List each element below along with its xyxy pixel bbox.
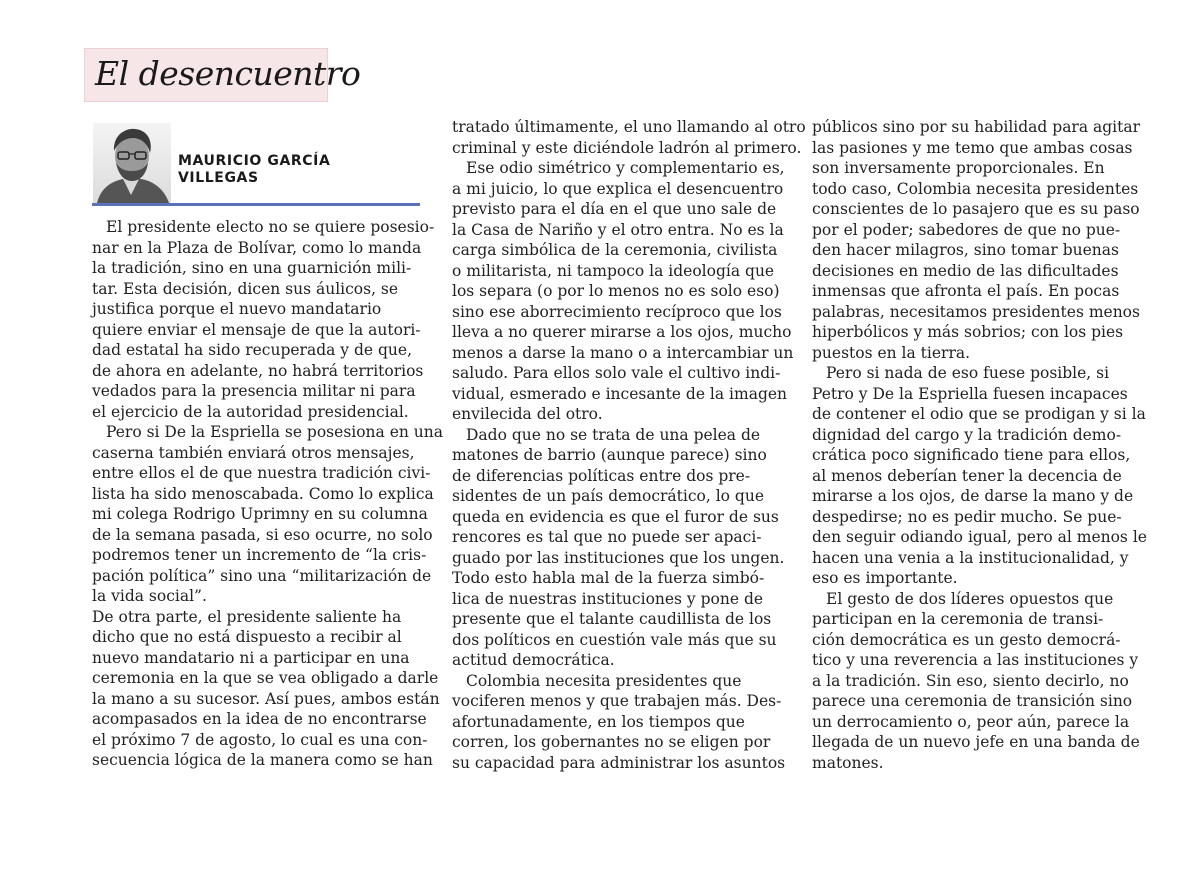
text-line: decisiones en medio de las dificultades	[812, 261, 1119, 280]
text-line: Ese odio simétrico y complementario es,	[466, 159, 785, 177]
text-line: corren, los gobernantes no se eligen por	[452, 733, 771, 751]
text-line: lica de nuestras instituciones y pone de	[452, 589, 764, 608]
text-line: mi colega Rodrigo Uprimny en su columna	[92, 505, 428, 523]
article-column-1	[92, 217, 443, 771]
text-line: dad estatal ha sido recuperada y de que,	[92, 341, 412, 359]
article-paragraph	[452, 158, 794, 425]
text-line: El gesto de dos líderes opuestos que	[826, 589, 1114, 608]
text-line: El presidente electo no se quiere posesio-	[106, 218, 435, 236]
byline-rule	[92, 203, 420, 206]
text-line: inmensas que afronta el país. En pocas	[812, 282, 1120, 300]
author-name-line2: VILLEGAS	[178, 170, 259, 186]
text-line: hacen una venia a la institucionalidad, y	[812, 548, 1129, 567]
text-line: todo caso, Colombia necesita presidentes	[812, 179, 1139, 198]
text-line: dicho que no está dispuesto a recibir al	[92, 628, 402, 646]
text-line: matones.	[812, 753, 884, 772]
text-line: puestos en la tierra.	[812, 343, 971, 362]
author-portrait-image	[93, 123, 171, 203]
text-line: nuevo mandatario ni a participar en una	[92, 648, 410, 667]
author-name-line1: MAURICIO GARCÍA	[178, 153, 331, 169]
text-line: Pero si De la Espriella se posesiona en una	[106, 423, 443, 441]
article-paragraph	[452, 117, 806, 158]
text-line: podremos tener un incremento de “la cris-	[92, 546, 427, 564]
article-paragraph	[92, 607, 440, 771]
text-line: crática poco significado tiene para ellos,	[812, 446, 1131, 464]
text-line: hiperbólicos y más sobrios; con los pies	[812, 323, 1124, 341]
text-line: de ahora en adelante, no habrá territorios	[92, 361, 424, 380]
text-line: lista ha sido menoscabada. Como lo explica	[92, 484, 434, 503]
article-paragraph	[92, 422, 443, 607]
text-line: el próximo 7 de agosto, lo cual es una con-	[92, 730, 428, 749]
article-paragraph	[452, 425, 785, 671]
author-byline	[178, 153, 330, 187]
text-line: la mano a su sucesor. Así pues, ambos están	[92, 689, 440, 708]
text-line: sino ese aborrecimiento recíproco que los	[452, 302, 782, 321]
text-line: justifica porque el nuevo mandatario	[92, 300, 382, 318]
text-line: participan en la ceremonia de transi-	[812, 610, 1104, 628]
text-line: presente que el talante caudillista de los	[452, 610, 772, 628]
text-line: parece una ceremonia de transición sino	[812, 692, 1133, 710]
text-line: la Casa de Nariño y el otro entra. No es la	[452, 220, 784, 239]
text-line: Dado que no se trata de una pelea de	[466, 425, 761, 444]
text-line: el ejercicio de la autoridad presidencial.	[92, 402, 409, 421]
text-line: saludo. Para ellos solo vale el cultivo indi-	[452, 364, 781, 382]
text-line: vociferen menos y que trabajen más. Des-	[452, 692, 782, 710]
text-line: o militarista, ni tampoco la ideología que	[452, 261, 775, 280]
text-line: eso es importante.	[812, 569, 958, 587]
text-line: a la tradición. Sin eso, siento decirlo, no	[812, 671, 1129, 690]
text-line: vidual, esmerado e incesante de la imagen	[452, 384, 788, 403]
text-line: a mi juicio, lo que explica el desencuentro	[452, 179, 784, 198]
text-line: acompasados en la idea de no encontrarse	[92, 710, 427, 728]
text-line: rencores es tal que no puede ser apaci-	[452, 528, 762, 546]
text-line: De otra parte, el presidente saliente ha	[92, 607, 402, 626]
article-paragraph	[812, 589, 1142, 774]
text-line: la tradición, sino en una guarnición mili-	[92, 259, 412, 277]
article-paragraph	[812, 363, 1147, 589]
text-line: al menos deberían tener la decencia de	[812, 466, 1122, 485]
text-line: tratado últimamente, el uno llamando al otro	[452, 118, 806, 136]
text-line: den seguir odiando igual, pero al menos le	[812, 528, 1147, 546]
text-line: conscientes de lo pasajero que es su paso	[812, 200, 1140, 218]
text-line: den hacer milagros, sino tomar buenas	[812, 241, 1119, 259]
text-line: tar. Esta decisión, dicen sus áulicos, se	[92, 279, 399, 298]
text-line: su capacidad para administrar los asuntos	[452, 753, 786, 772]
text-line: llegada de un nuevo jefe en una banda de	[812, 733, 1140, 751]
author-photo	[93, 123, 171, 203]
text-line: los separa (o por lo menos no es solo eso)	[452, 282, 780, 300]
article-paragraph	[812, 117, 1142, 363]
text-line: por el poder; sabedores de que no pue-	[812, 220, 1121, 239]
text-line: ceremonia en la que se vea obligado a darle	[92, 669, 439, 687]
text-line: de la semana pasada, si eso ocurre, no solo	[92, 525, 433, 544]
text-line: Colombia necesita presidentes que	[466, 671, 742, 690]
article-column-3	[812, 117, 1147, 773]
text-line: públicos sino por su habilidad para agitar	[812, 118, 1141, 136]
text-line: un derrocamiento o, peor aún, parece la	[812, 712, 1130, 731]
text-line: Todo esto habla mal de la fuerza simbó-	[452, 569, 765, 587]
text-line: matones de barrio (aunque parece) sino	[452, 446, 767, 464]
text-line: quiere enviar el mensaje de que la autori-	[92, 320, 421, 339]
article-column-2	[452, 117, 806, 773]
text-line: lleva a no querer mirarse a los ojos, mucho	[452, 323, 792, 341]
text-line: nar en la Plaza de Bolívar, como lo manda	[92, 238, 422, 257]
text-line: dignidad del cargo y la tradición demo-	[812, 425, 1122, 444]
article-paragraph	[92, 217, 435, 422]
text-line: son inversamente proporcionales. En	[812, 159, 1105, 177]
text-line: afortunadamente, en los tiempos que	[452, 712, 745, 731]
text-line: previsto para el día en el que uno sale de	[452, 200, 777, 218]
text-line: criminal y este diciéndole ladrón al primero.	[452, 138, 802, 157]
article-paragraph	[452, 671, 786, 774]
text-line: despedirse; no es pedir mucho. Se pue-	[812, 507, 1122, 526]
article-title: El desencuentro	[95, 54, 361, 93]
text-line: ción democrática es un gesto democrá-	[812, 630, 1121, 649]
text-line: dos políticos en cuestión vale más que su	[452, 630, 777, 649]
text-line: Pero si nada de eso fuese posible, si	[826, 364, 1110, 382]
text-line: Petro y De la Espriella fuesen incapaces	[812, 384, 1128, 403]
text-line: secuencia lógica de la manera como se han	[92, 751, 433, 769]
text-line: caserna también enviará otros mensajes,	[92, 443, 415, 462]
text-line: tico y una reverencia a las instituciones y	[812, 651, 1139, 669]
text-line: menos a darse la mano o a intercambiar un	[452, 343, 794, 362]
text-line: entre ellos el de que nuestra tradición civi-	[92, 464, 431, 482]
text-line: carga simbólica de la ceremonia, civilista	[452, 241, 778, 259]
text-line: guado por las instituciones que los ungen.	[452, 548, 785, 567]
text-line: envilecida del otro.	[452, 405, 603, 423]
text-line: de diferencias políticas entre dos pre-	[452, 466, 751, 485]
text-line: las pasiones y me temo que ambas cosas	[812, 138, 1133, 157]
text-line: actitud democrática.	[452, 651, 615, 669]
text-line: pación política” sino una “militarización de	[92, 566, 432, 585]
text-line: vedados para la presencia militar ni para	[92, 382, 416, 400]
text-line: palabras, necesitamos presidentes menos	[812, 302, 1140, 321]
text-line: queda en evidencia es que el furor de sus	[452, 507, 779, 526]
text-line: mirarse a los ojos, de darse la mano y de	[812, 487, 1134, 505]
text-line: la vida social”.	[92, 587, 207, 605]
text-line: de contener el odio que se prodigan y si la	[812, 405, 1146, 423]
text-line: sidentes de un país democrático, lo que	[452, 487, 764, 505]
